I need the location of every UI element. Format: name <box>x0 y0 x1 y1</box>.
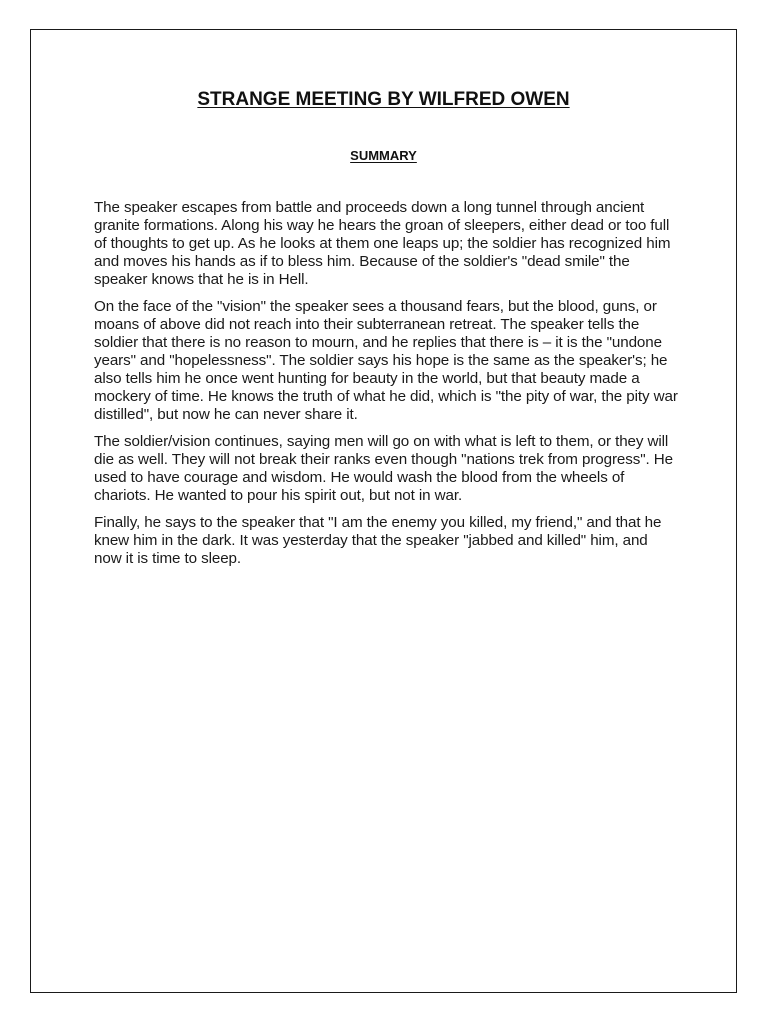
document-page <box>30 29 737 993</box>
paragraph-3: The soldier/vision continues, saying men will go on with what is left to them, or they will die as well. They will not break their ranks even though "nations trek from progress". He used to have courage and wisdom. He would wash the blood from the wheels of chariots. He wanted to pour his spirit out, but not in war. <box>94 433 674 504</box>
paragraph-4: Finally, he says to the speaker that "I am the enemy you killed, my friend," and that he knew him in the dark. It was yesterday that the speaker "jabbed and killed" him, and now it is time to sleep. <box>94 514 662 567</box>
document-title: STRANGE MEETING BY WILFRED OWEN <box>197 89 570 110</box>
paragraph-2: On the face of the "vision" the speaker sees a thousand fears, but the blood, guns, or moans of above did not reach into their subterranean retreat. The speaker tells the soldier that there is no reason to mourn, and he replies that there is – it is the "undone years" and "hopelessness". The soldier says his hope is the same as the speaker's; he also tells him he once went hunting for beauty in the world, but that beauty made a mockery of time. He knows the truth of what he did, which is "the pity of war, the pity war distilled", but now he can never share it. <box>94 298 678 423</box>
paragraph-1: The speaker escapes from battle and proceeds down a long tunnel through ancient granite formations. Along his way he hears the groan of sleepers, either dead or too full of thoughts to get up. As he looks at them one leaps up; the soldier has recognized him and moves his hands as if to bless him. Because of the soldier's "dead smile" the speaker knows that he is in Hell. <box>94 199 671 288</box>
section-heading-summary: SUMMARY <box>350 148 417 163</box>
summary-body <box>94 199 679 577</box>
